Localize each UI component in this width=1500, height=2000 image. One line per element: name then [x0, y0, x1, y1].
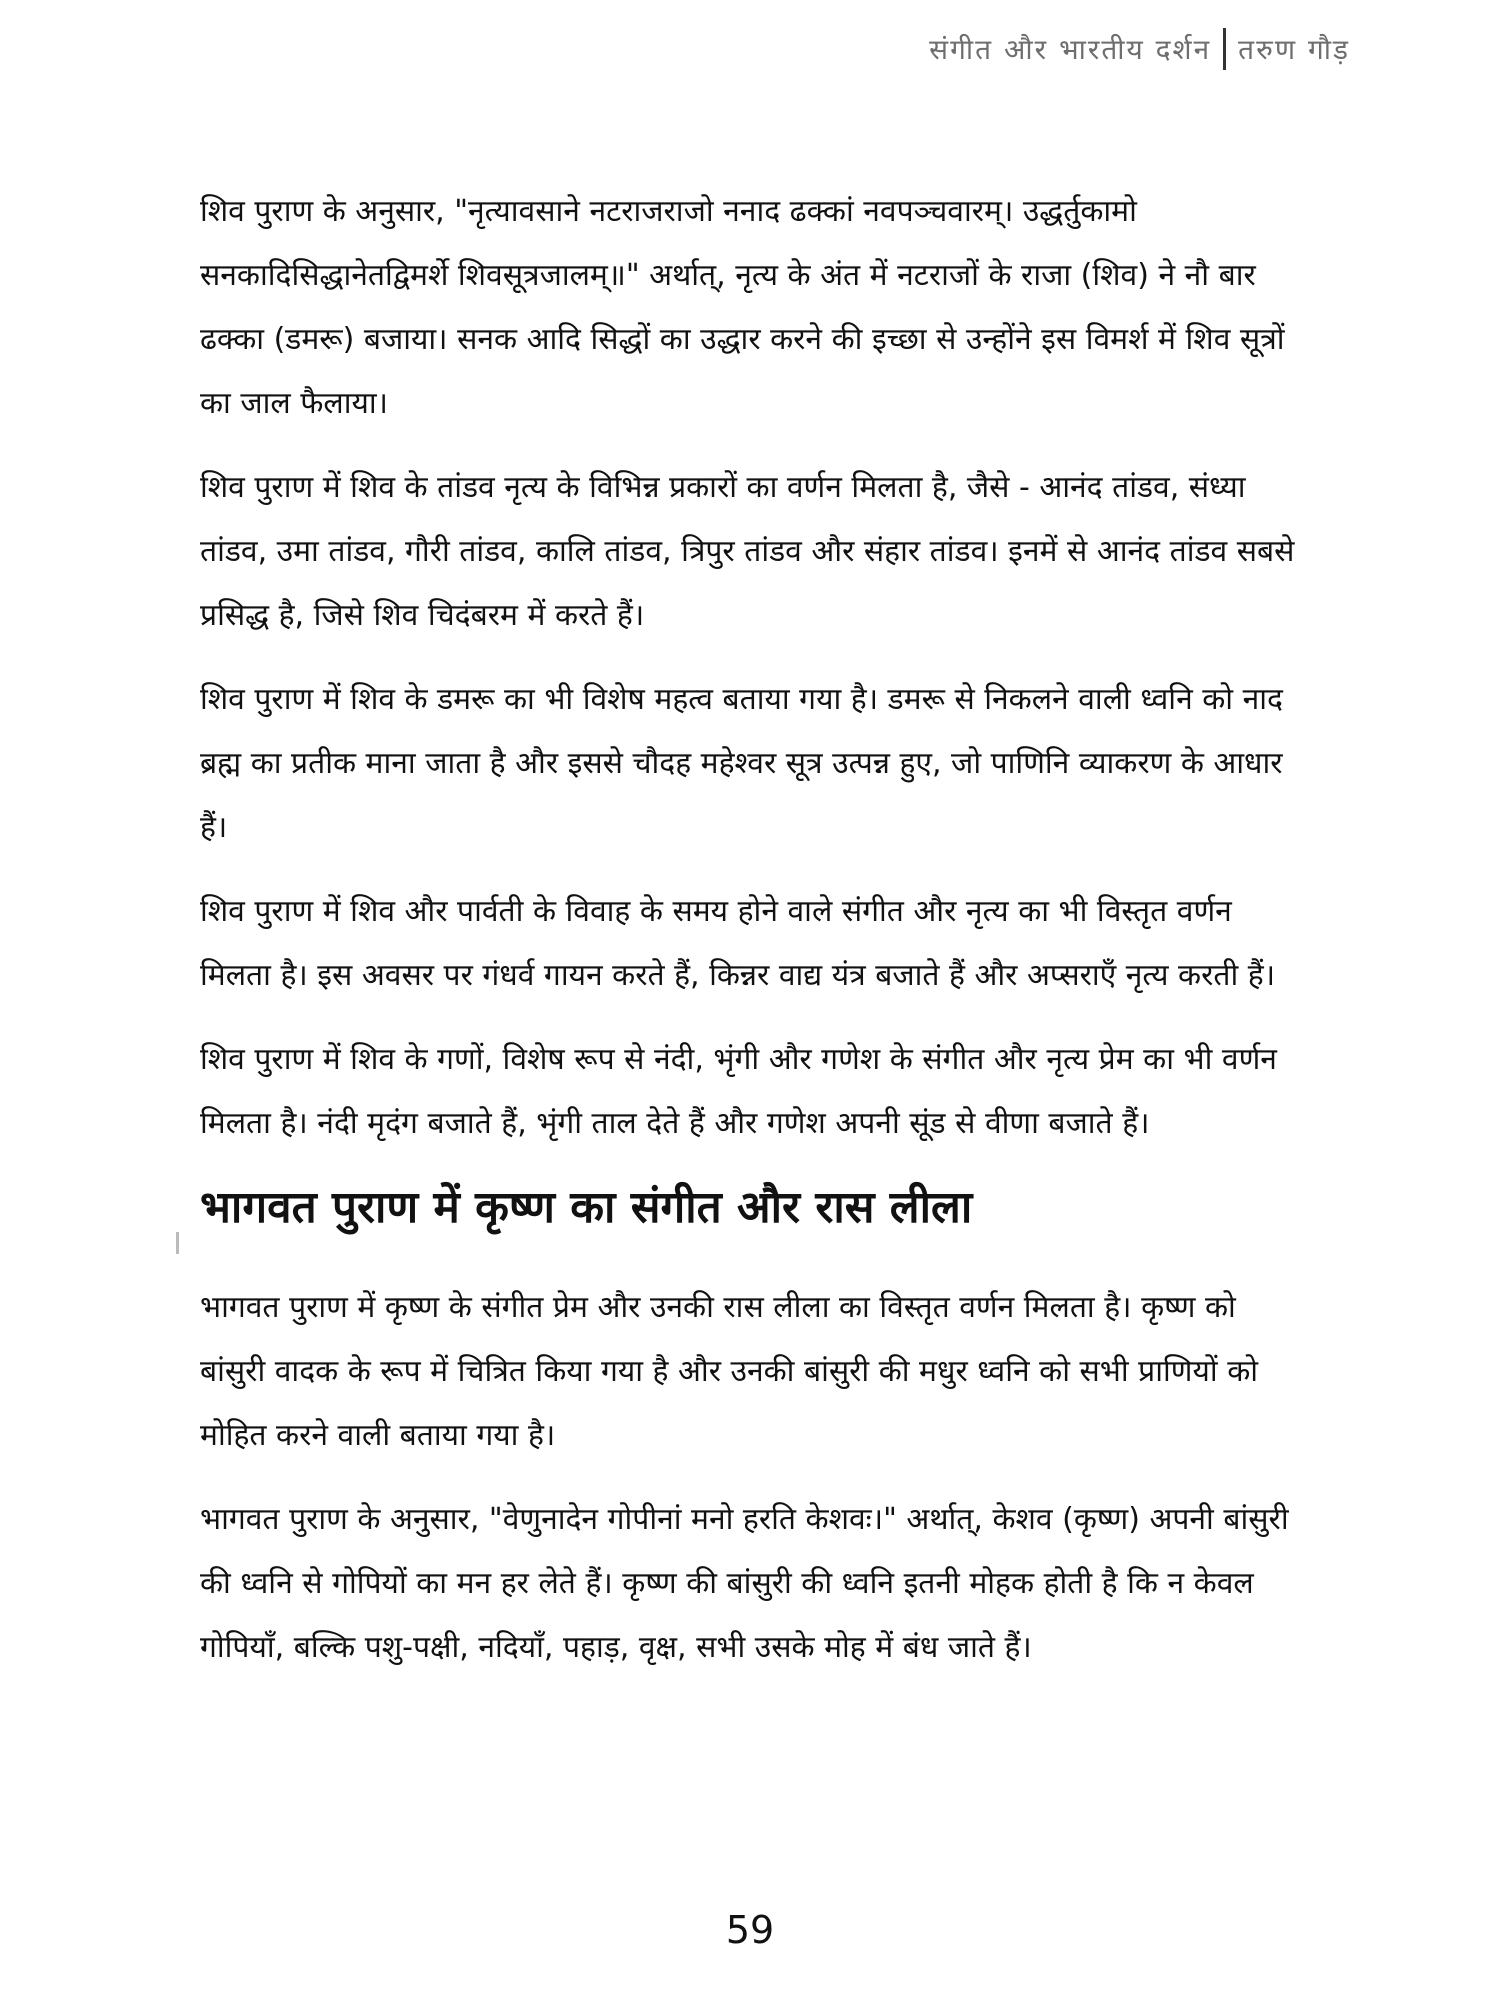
- scan-artifact-mark: [176, 1232, 179, 1254]
- paragraph-shiv-sutra-quote: शिव पुराण के अनुसार, "नृत्यावसाने नटराजराजो ननाद ढक्कां नवपञ्चवारम्। उद्धर्तुकामो सनकादिसिद्धानेतद्विमर्शे शिवसूत्रजालम्॥" अर्थात्, नृत्य के अंत में नटराजों के राजा (शिव) ने नौ बार ढक्का (डमरू) बजाया। सनक आदि सिद्धों का उद्धार करने की इच्छा से उन्होंने इस विमर्श में शिव सूत्रों का जाल फैलाया।: [200, 194, 1285, 421]
- header-author: तरुण गौड़: [1238, 33, 1350, 66]
- header-book-title: संगीत और भारतीय दर्शन: [929, 33, 1212, 66]
- section-heading: भागवत पुराण में कृष्ण का संगीत और रास लीला: [200, 1182, 973, 1233]
- page-number: 59: [725, 1908, 775, 1952]
- paragraph-tandav-types: शिव पुराण में शिव के तांडव नृत्य के विभिन्न प्रकारों का वर्णन मिलता है, जैसे - आनंद तांडव, संध्या तांडव, उमा तांडव, गौरी तांडव, कालि तांडव, त्रिपुर तांडव और संहार तांडव। इनमें से आनंद तांडव सबसे प्रसिद्ध है, जिसे शिव चिदंबरम में करते हैं।: [200, 470, 1295, 633]
- paragraph-krishna-rasleela: भागवत पुराण में कृष्ण के संगीत प्रेम और उनकी रास लीला का विस्तृत वर्णन मिलता है। कृष्ण को बांसुरी वादक के रूप में चित्रित किया गया है और उनकी बांसुरी की मधुर ध्वनि को सभी प्राणियों को मोहित करने वाली बताया गया है।: [200, 1290, 1258, 1453]
- header-separator: [1223, 28, 1226, 70]
- paragraph-shiv-gan: शिव पुराण में शिव के गणों, विशेष रूप से नंदी, भृंगी और गणेश के संगीत और नृत्य प्रेम का भी वर्णन मिलता है। नंदी मृदंग बजाते हैं, भृंगी ताल देते हैं और गणेश अपनी सूंड से वीणा बजाते हैं।: [200, 1042, 1277, 1141]
- page-body: [200, 180, 1310, 1700]
- paragraph-damru: शिव पुराण में शिव के डमरू का भी विशेष महत्व बताया गया है। डमरू से निकलने वाली ध्वनि को नाद ब्रह्म का प्रतीक माना जाता है और इससे चौदह महेश्वर सूत्र उत्पन्न हुए, जो पाणिनि व्याकरण के आधार हैं।: [200, 682, 1283, 845]
- paragraph-shiv-parvati-vivah: शिव पुराण में शिव और पार्वती के विवाह के समय होने वाले संगीत और नृत्य का भी विस्तृत वर्णन मिलता है। इस अवसर पर गंधर्व गायन करते हैं, किन्नर वाद्य यंत्र बजाते हैं और अप्सराएँ नृत्य करती हैं।: [200, 894, 1276, 993]
- paragraph-venunad-quote: भागवत पुराण के अनुसार, "वेणुनादेन गोपीनां मनो हरति केशवः।" अर्थात्, केशव (कृष्ण) अपनी बांसुरी की ध्वनि से गोपियों का मन हर लेते हैं। कृष्ण की बांसुरी की ध्वनि इतनी मोहक होती है कि न केवल गोपियाँ, बल्कि पशु-पक्षी, नदियाँ, पहाड़, वृक्ष, सभी उसके मोह में बंध जाते हैं।: [200, 1502, 1289, 1665]
- running-header: [929, 28, 1350, 70]
